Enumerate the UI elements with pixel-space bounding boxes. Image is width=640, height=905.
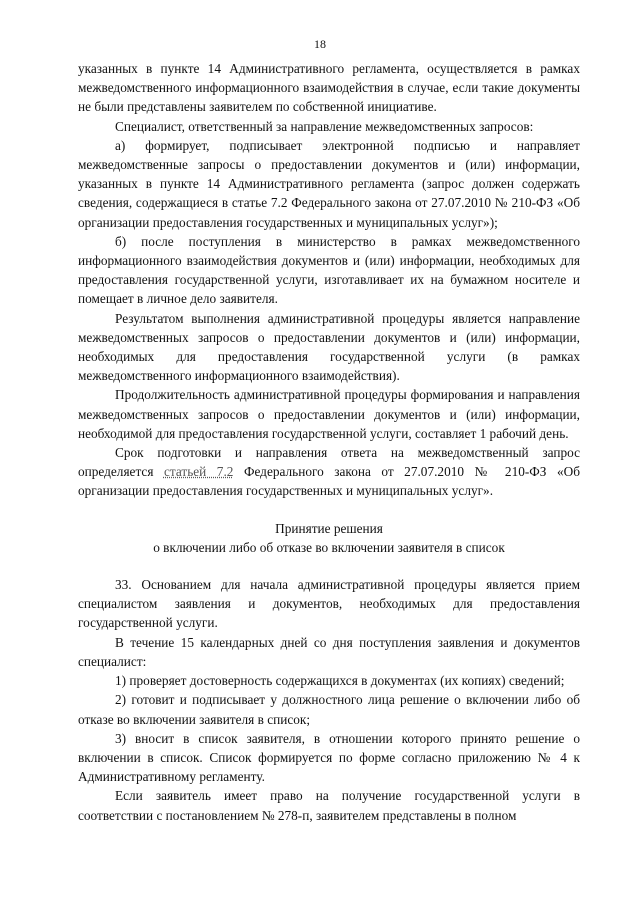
paragraph-response-deadline	[78, 443, 580, 501]
paragraph: Продолжительность административной процедуры формирования и направления межведомственных запросов о предоставлении документов и (или) информации, необходимой для предоставления государственной услуги, составляет 1 рабочий день.	[78, 387, 580, 441]
paragraph: б) после поступления в министерство в рамках межведомственного информационного взаимодействия документов и (или) информации, необходимых для предоставления государственной услуги, изготавливает их на бумажном носителе и помещает в личное дело заявителя.	[78, 233, 580, 307]
article-link[interactable]: статьей 7.2	[163, 464, 234, 480]
paragraph: 3) вносит в список заявителя, в отношении которого принято решение о включении в список. Список формируется по форме согласно приложению № 4 к Административному регламенту.	[78, 730, 580, 785]
paragraph: а) формирует, подписывает электронной подписью и направляет межведомственные запросы о предоставлении документов и (или) информации, указанных в пункте 14 Административного регламента (запрос должен содержать сведения, содержащиеся в статье 7.2 Федерального закона от 27.07.2010 № 210-ФЗ «Об организации предоставления государственных и муниципальных услуг»);	[78, 137, 580, 230]
paragraph-group-interagency	[78, 59, 580, 443]
document-body	[78, 59, 580, 825]
paragraph-group-decision	[78, 575, 580, 825]
paragraph: 33. Основанием для начала административной процедуры является прием специалистом заявления и документов, необходимых для предоставления государственной услуги.	[78, 577, 580, 631]
section-heading-line2: о включении либо об отказе во включении заявителя в список	[153, 539, 505, 555]
page-number: 18	[314, 37, 326, 51]
paragraph: В течение 15 календарных дней со дня поступления заявления и документов специалист:	[78, 634, 580, 669]
paragraph: 2) готовит и подписывает у должностного лица решение о включении либо об отказе во включении заявителя в список;	[78, 692, 580, 727]
paragraph: Если заявитель имеет право на получение государственной услуги в соответствии с постановлением № 278-п, заявителем представлены в полном	[78, 788, 580, 823]
paragraph: Результатом выполнения административной процедуры является направление межведомственных запросов о предоставлении документов и (или) информации, необходимых для предоставления государственной услуги (в рамках межведомственного информационного взаимодействия).	[78, 310, 580, 384]
paragraph: 1) проверяет достоверность содержащихся в документах (их копиях) сведений;	[115, 673, 565, 689]
paragraph: указанных в пункте 14 Административного регламента, осуществляется в рамках межведомственного информационного взаимодействия в случае, если такие документы не были представлены заявителем по собственной инициативе.	[78, 61, 580, 115]
section-heading-line1: Принятие решения	[275, 520, 383, 536]
paragraph: Специалист, ответственный за направление межведомственных запросов:	[115, 118, 534, 134]
paragraph-text: Срок подготовки и направления ответа на межведомственный запрос определяется	[78, 445, 580, 480]
paragraph-text: Федерального закона от 27.07.2010 № 210-ФЗ «Об организации предоставления государственных и муниципальных услуг».	[78, 464, 580, 499]
